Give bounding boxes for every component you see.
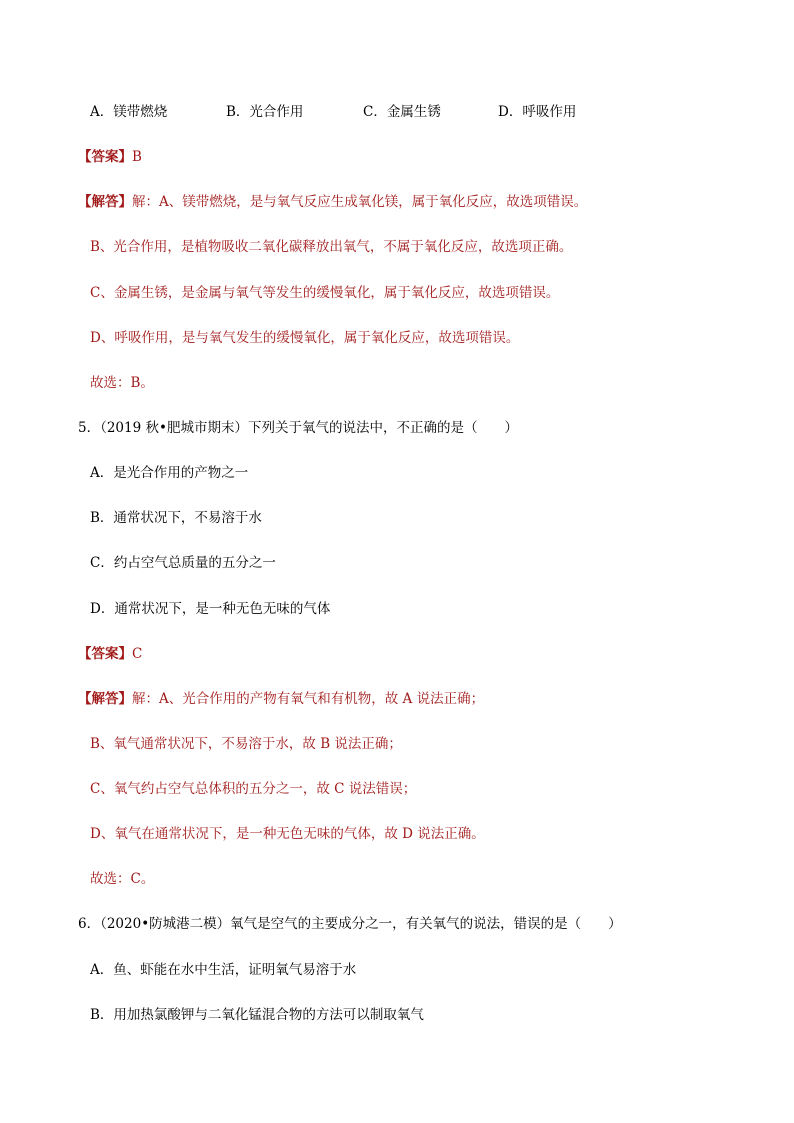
q4-answer [78, 148, 142, 166]
q4-solution-line-1 [78, 193, 587, 211]
q4-option-b: B．光合作用 [226, 104, 304, 120]
q5-solution-text-1: 解：A、光合作用的产物有氧气和有机物，故 A 说法正确； [132, 691, 485, 707]
q5-conclusion: 故选：C。 [90, 871, 155, 887]
q4-solution-line-2: B、光合作用，是植物吸收二氧化碳释放出氧气，不属于氧化反应，故选项正确。 [90, 239, 573, 255]
q5-answer-tag: 【答案】 [78, 646, 132, 662]
q5-option-c: C．约占空气总质量的五分之一 [90, 555, 276, 571]
q6-option-b: B．用加热氯酸钾与二氧化锰混合物的方法可以制取氧气 [90, 1007, 424, 1023]
q5-solution-line-1 [78, 690, 484, 708]
q4-solution-tag: 【解答】 [78, 194, 132, 210]
q5-option-d: D．通常状况下，是一种无色无味的气体 [90, 601, 331, 617]
q4-option-c: C．金属生锈 [363, 104, 441, 120]
q4-option-d: D．呼吸作用 [498, 104, 577, 120]
q5-option-b: B．通常状况下，不易溶于水 [90, 510, 262, 526]
q6-stem: 6．（2020•防城港二模）氧气是空气的主要成分之一，有关氧气的说法，错误的是（ ） [78, 916, 622, 932]
q4-solution-line-3: C、金属生锈，是金属与氧气等发生的缓慢氧化，属于氧化反应，故选项错误。 [90, 285, 560, 301]
q4-answer-value: B [132, 149, 142, 165]
q4-solution-line-4: D、呼吸作用，是与氧气发生的缓慢氧化，属于氧化反应，故选项错误。 [90, 330, 520, 346]
q5-solution-line-4: D、氧气在通常状况下，是一种无色无味的气体，故 D 说法正确。 [90, 826, 485, 842]
q5-solution-line-3: C、氧气约占空气总体积的五分之一，故 C 说法错误； [90, 781, 417, 797]
q5-solution-tag: 【解答】 [78, 691, 132, 707]
q6-option-a: A．鱼、虾能在水中生活，证明氧气易溶于水 [90, 962, 357, 978]
q5-solution-line-2: B、氧气通常状况下，不易溶于水，故 B 说法正确； [90, 736, 402, 752]
q5-stem: 5．（2019 秋•肥城市期末）下列关于氧气的说法中，不正确的是（ ） [78, 420, 518, 436]
q4-solution-text-1: 解：A、镁带燃烧，是与氧气反应生成氧化镁，属于氧化反应，故选项错误。 [132, 194, 588, 210]
q4-conclusion: 故选：B。 [90, 375, 154, 391]
q5-answer [78, 645, 142, 663]
q5-answer-value: C [132, 646, 143, 662]
q5-option-a: A．是光合作用的产物之一 [90, 465, 249, 481]
q4-option-a: A．镁带燃烧 [90, 104, 168, 120]
q4-answer-tag: 【答案】 [78, 149, 132, 165]
